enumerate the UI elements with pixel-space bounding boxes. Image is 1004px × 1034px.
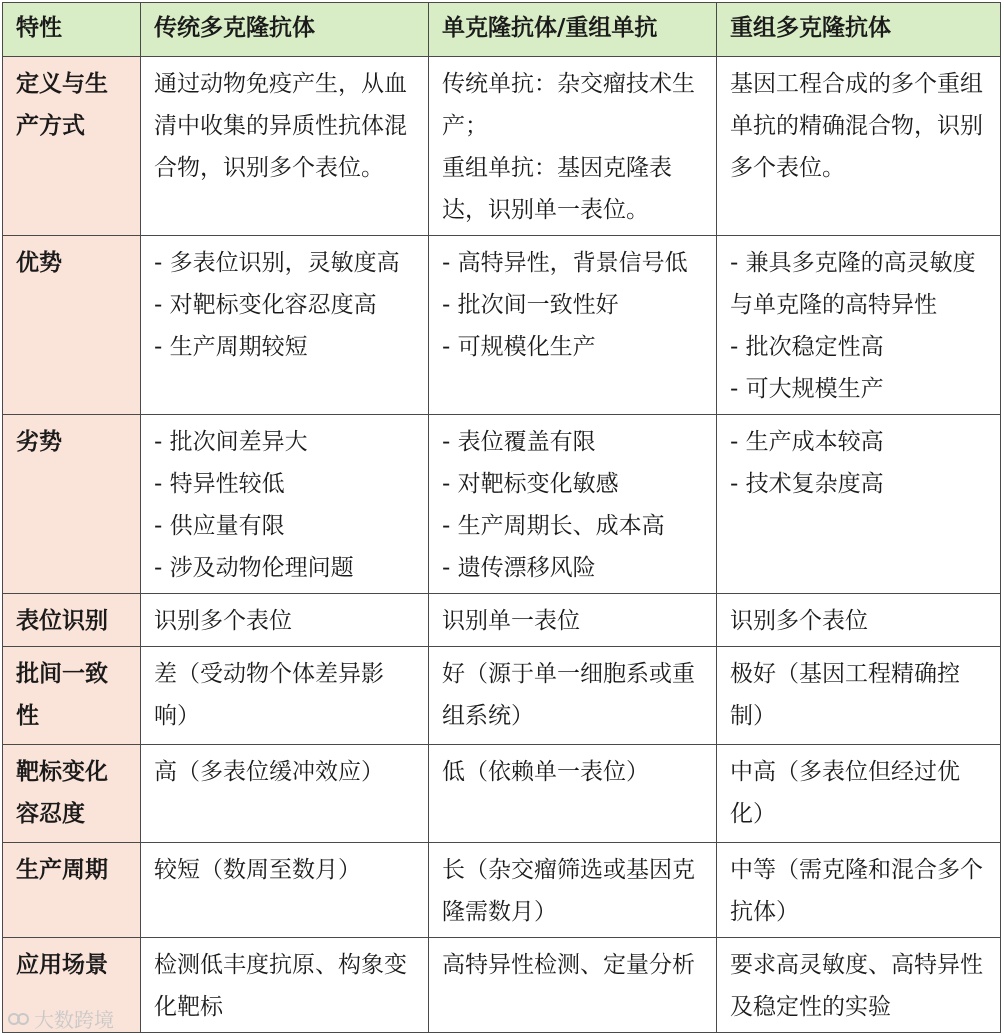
cell-line: 高特异性检测、定量分析	[442, 952, 695, 978]
table-cell	[429, 57, 717, 236]
cell-line: 识别多个表位	[730, 608, 868, 634]
table-row	[3, 938, 1001, 1033]
cell-line: - 可规模化生产	[442, 334, 596, 360]
cell-line: 识别单一表位	[442, 608, 580, 634]
cell-line: 高（多表位缓冲效应）	[154, 759, 384, 785]
row-label: 劣势	[3, 415, 141, 594]
header-cell: 特性	[3, 3, 141, 57]
table-cell	[717, 843, 1001, 938]
table-cell	[429, 647, 717, 745]
row-label: 靶标变化容忍度	[3, 745, 141, 843]
comparison-table	[2, 2, 1001, 1033]
table-cell	[717, 647, 1001, 745]
cell-line: 识别多个表位	[154, 608, 292, 634]
table-cell	[429, 594, 717, 647]
table-cell	[429, 843, 717, 938]
cell-line: 基因工程合成的多个重组单抗的精确混合物，识别多个表位。	[730, 71, 983, 181]
table-row	[3, 647, 1001, 745]
cell-line: - 对靶标变化敏感	[442, 471, 619, 497]
cell-line: 重组单抗：基因克隆表达，识别单一表位。	[442, 155, 672, 223]
cell-line: - 可大规模生产	[730, 376, 884, 402]
table-cell	[429, 745, 717, 843]
table-cell	[141, 938, 429, 1033]
header-cell: 传统多克隆抗体	[141, 3, 429, 57]
table-cell	[141, 57, 429, 236]
cell-line: - 生产周期较短	[154, 334, 308, 360]
row-label: 应用场景	[3, 938, 141, 1033]
row-label: 定义与生产方式	[3, 57, 141, 236]
cell-line: 低（依赖单一表位）	[442, 759, 649, 785]
cell-line: - 遗传漂移风险	[442, 555, 596, 581]
watermark-text: 大数跨境	[34, 1008, 114, 1032]
table-row	[3, 745, 1001, 843]
table-row	[3, 415, 1001, 594]
table-cell	[141, 236, 429, 415]
cell-line: - 技术复杂度高	[730, 471, 884, 497]
table-cell	[141, 843, 429, 938]
cell-line: - 批次稳定性高	[730, 334, 884, 360]
table-cell	[429, 415, 717, 594]
header-row	[3, 3, 1001, 57]
header-cell: 单克隆抗体/重组单抗	[429, 3, 717, 57]
table-row	[3, 236, 1001, 415]
cell-line: 长（杂交瘤筛选或基因克隆需数月）	[442, 857, 695, 925]
table-cell	[717, 745, 1001, 843]
table-cell	[141, 415, 429, 594]
cell-line: 传统单抗：杂交瘤技术生产；	[442, 71, 695, 139]
row-label: 表位识别	[3, 594, 141, 647]
row-label: 批间一致性	[3, 647, 141, 745]
cell-line: 中等（需克隆和混合多个抗体）	[730, 857, 983, 925]
table-cell	[429, 938, 717, 1033]
cell-line: - 对靶标变化容忍度高	[154, 292, 377, 318]
cell-line: - 兼具多克隆的高灵敏度与单克隆的高特异性	[730, 250, 976, 318]
row-label: 生产周期	[3, 843, 141, 938]
table-row	[3, 57, 1001, 236]
row-label: 优势	[3, 236, 141, 415]
header-cell: 重组多克隆抗体	[717, 3, 1001, 57]
cell-line: - 供应量有限	[154, 513, 285, 539]
cell-line: - 多表位识别，灵敏度高	[154, 250, 400, 276]
cell-line: - 批次间一致性好	[442, 292, 619, 318]
table-cell	[429, 236, 717, 415]
table-cell	[717, 415, 1001, 594]
table-cell	[717, 594, 1001, 647]
cell-line: - 涉及动物伦理问题	[154, 555, 354, 581]
cell-line: 中高（多表位但经过优化）	[730, 759, 960, 827]
cell-line: 通过动物免疫产生，从血清中收集的异质性抗体混合物，识别多个表位。	[154, 71, 407, 181]
cell-line: 检测低丰度抗原、构象变化靶标	[154, 952, 407, 1020]
table-cell	[717, 938, 1001, 1033]
cell-line: - 高特异性，背景信号低	[442, 250, 688, 276]
table-cell	[141, 745, 429, 843]
table-row	[3, 843, 1001, 938]
cell-line: - 生产成本较高	[730, 429, 884, 455]
table-row	[3, 594, 1001, 647]
cell-line: 极好（基因工程精确控制）	[730, 661, 960, 729]
cell-line: 要求高灵敏度、高特异性及稳定性的实验	[730, 952, 983, 1020]
cell-line: - 生产周期长、成本高	[442, 513, 665, 539]
cell-line: - 特异性较低	[154, 471, 285, 497]
cell-line: 较短（数周至数月）	[154, 857, 361, 883]
table-cell	[717, 57, 1001, 236]
cell-line: - 批次间差异大	[154, 429, 308, 455]
cell-line: 差（受动物个体差异影响）	[154, 661, 384, 729]
table-cell	[141, 594, 429, 647]
cell-line: - 表位覆盖有限	[442, 429, 596, 455]
table-cell	[717, 236, 1001, 415]
cell-line: 好（源于单一细胞系或重组系统）	[442, 661, 695, 729]
table-cell	[141, 647, 429, 745]
